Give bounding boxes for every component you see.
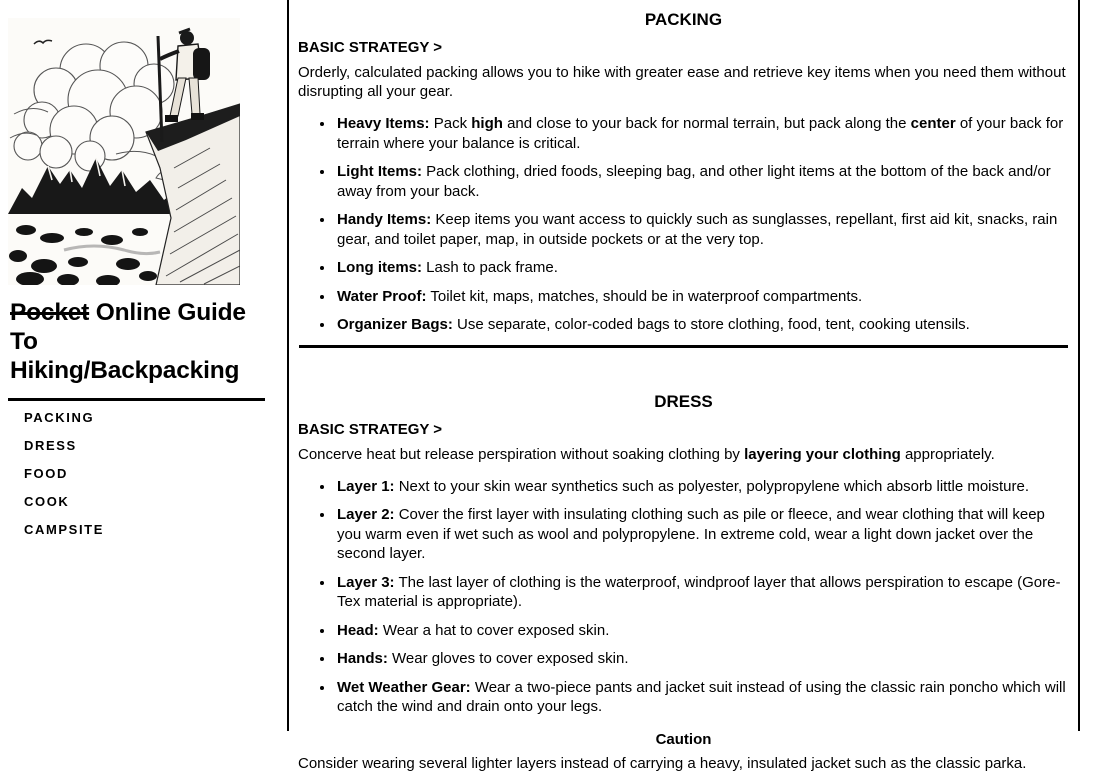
section-intro: Concerve heat but release perspiration without soaking clothing by layering your clothing appropriately. — [298, 445, 995, 463]
sidebar-divider — [8, 398, 265, 401]
list-item: • Hands: Wear gloves to cover exposed skin. — [335, 649, 1069, 669]
list-item-label: Handy Items: — [337, 211, 432, 228]
list-item-label: Layer 3: — [337, 573, 395, 591]
list-item: • Long items: Lash to pack frame. — [335, 258, 1069, 278]
list-item: • Water Proof: Toilet kit, maps, matches, should be in waterproof compartments. — [335, 287, 1069, 307]
list-item-label: Layer 1: — [337, 477, 395, 495]
section-divider — [299, 345, 1068, 348]
site-title-line2: To — [10, 328, 38, 355]
sidebar-item-cook[interactable]: COOK — [24, 494, 70, 509]
section-strategy-label: BASIC STRATEGY > — [298, 39, 443, 56]
list-item-label: Heavy Items: — [337, 115, 430, 132]
list-item: • Layer 2: Cover the first layer with insulating clothing such as pile or fleece, and wear clothing that will keep you warm even if wet such as wool and polypropylene. In extreme cold, wear a light down jacket over the second layer. — [335, 505, 1069, 564]
section-title: DRESS — [654, 391, 713, 411]
list-item-label: Water Proof: — [337, 287, 427, 305]
section-intro: Orderly, calculated packing allows you to hike with greater ease and retrieve key items when you need them without disrupting all your gear. — [298, 64, 1066, 100]
main-content — [287, 0, 1080, 772]
list-item-label: Light Items: — [337, 163, 422, 180]
sidebar-item-packing[interactable]: PACKING — [24, 410, 95, 425]
sidebar — [0, 0, 287, 731]
list-item-label: Hands: — [337, 650, 388, 667]
list-item-label: Organizer Bags: — [337, 316, 453, 333]
list-item: • Handy Items: Keep items you want access to quickly such as sunglasses, repellant, first aid kit, snacks, rain gear, and toilet paper, map, in outside pockets or at the very top. — [335, 210, 1069, 249]
caution-text: Consider wearing several lighter layers instead of carrying a heavy, insulated jacket such as the classic parka. — [298, 754, 1027, 772]
content-section — [298, 10, 1069, 335]
caution-title: Caution — [655, 730, 712, 748]
list-item: • Wet Weather Gear: Wear a two-piece pants and jacket suit instead of using the classic rain poncho which will catch the wind and drain onto your legs. — [335, 678, 1069, 717]
site-title-line3: Hiking/Backpacking — [10, 357, 240, 384]
site-title-line1: Pocket Online Guide — [10, 299, 246, 326]
list-item: • Organizer Bags: Use separate, color-coded bags to store clothing, food, tent, cooking utensils. — [335, 315, 1069, 335]
content-section — [298, 392, 1069, 773]
sidebar-nav-list — [0, 410, 287, 537]
sidebar-item-campsite[interactable]: CAMPSITE — [24, 522, 104, 537]
list-item-label: Layer 2: — [337, 506, 395, 523]
list-item: • Layer 3: The last layer of clothing is the waterproof, windproof layer that allows perspiration to escape (Gore-Tex material is appropriate). — [335, 573, 1069, 612]
list-item: • Head: Wear a hat to cover exposed skin. — [335, 621, 1069, 641]
section-strategy-label: BASIC STRATEGY > — [298, 420, 443, 438]
list-item: • Layer 1: Next to your skin wear synthetics such as polyester, polypropylene which absorb little moisture. — [335, 477, 1069, 497]
sidebar-item-dress[interactable]: DRESS — [24, 438, 77, 453]
section-list — [298, 114, 1069, 335]
sidebar-item-food[interactable]: FOOD — [24, 466, 68, 481]
section-list — [298, 477, 1069, 717]
list-item: • Light Items: Pack clothing, dried foods, sleeping bag, and other light items at the bottom of the back and/or away from your back. — [335, 162, 1069, 201]
section-title: PACKING — [644, 10, 723, 29]
site-title-strike-word: Pocket — [10, 299, 90, 326]
list-item-label: Long items: — [337, 259, 422, 276]
list-item: • Heavy Items: Pack high and close to your back for normal terrain, but pack along the center of your back for terrain where your balance is critical. — [335, 114, 1069, 153]
list-item-label: Wet Weather Gear: — [337, 678, 471, 696]
list-item-label: Head: — [337, 621, 379, 639]
sidebar-nav — [0, 410, 287, 537]
site-title — [10, 298, 273, 385]
hiker-illustration — [8, 18, 240, 285]
